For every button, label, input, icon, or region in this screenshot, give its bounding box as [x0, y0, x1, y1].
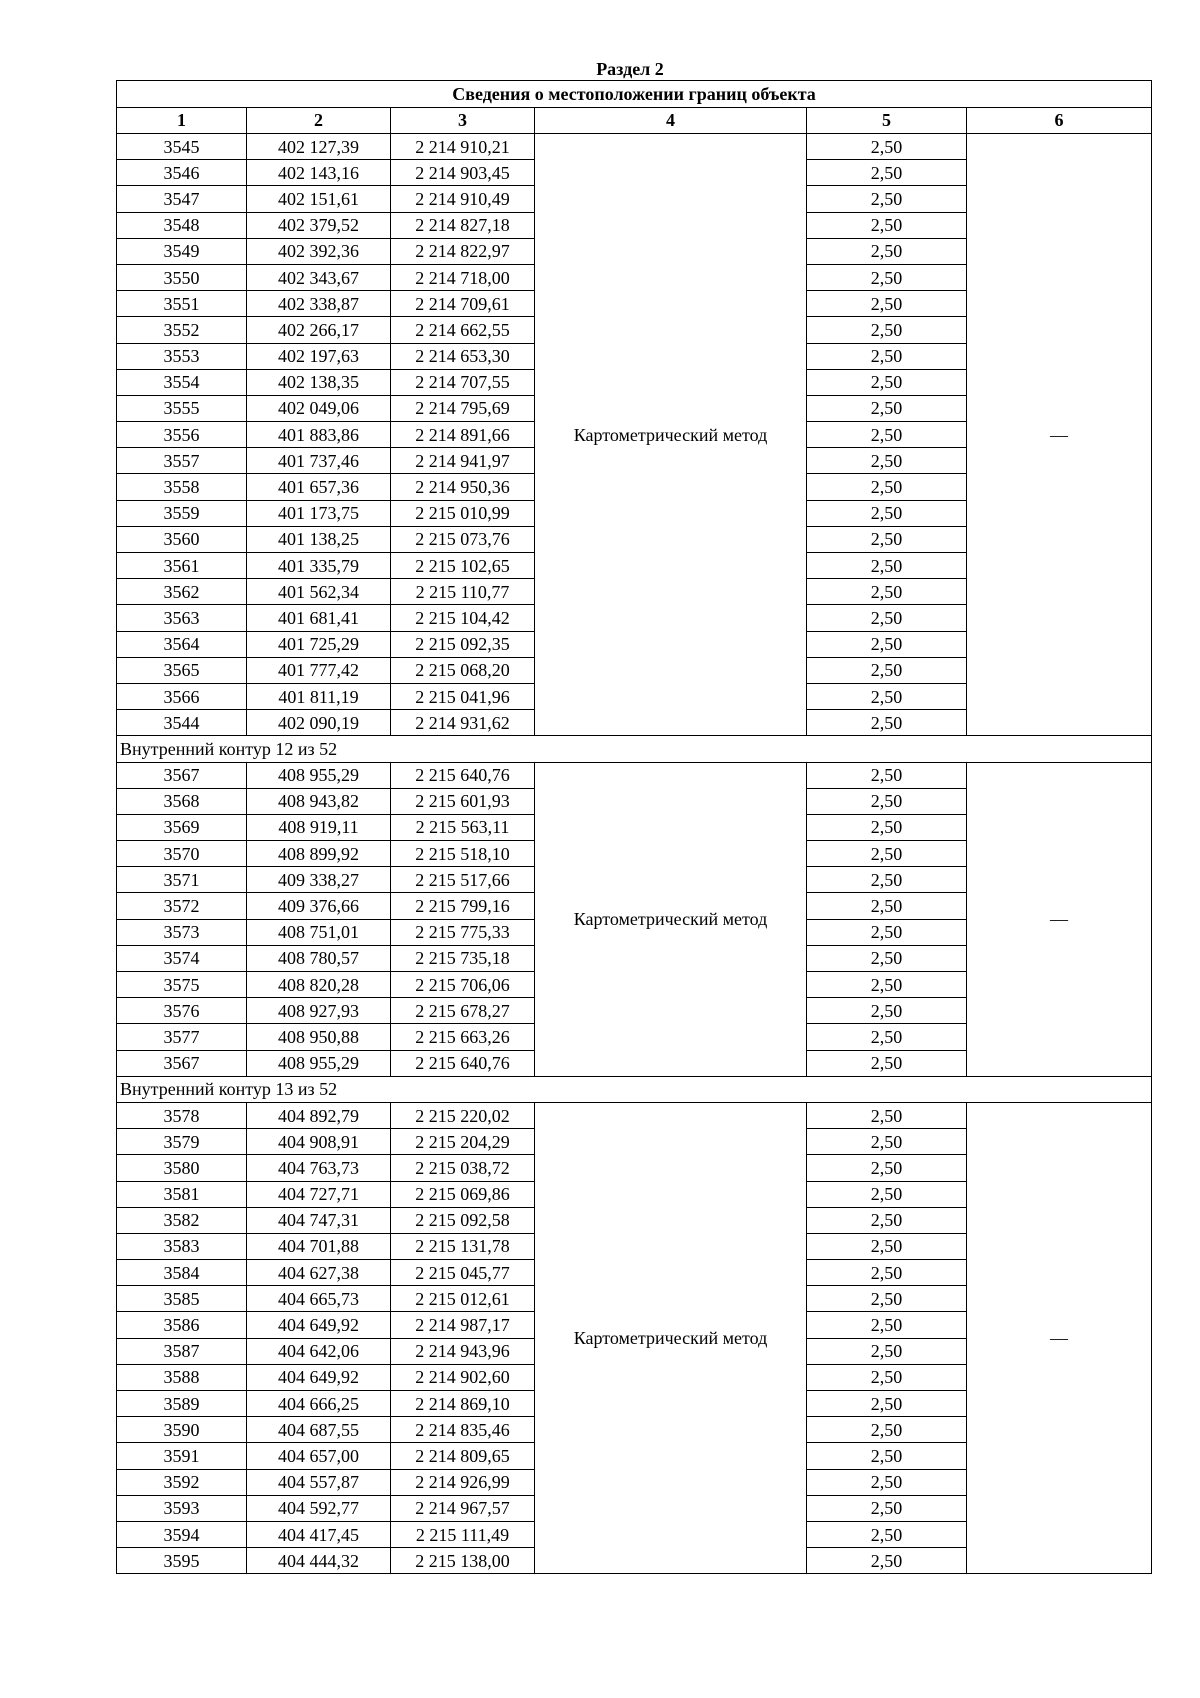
x-coordinate-cell: 408 927,93	[247, 998, 391, 1024]
point-number-cell: 3593	[117, 1495, 247, 1521]
accuracy-cell: 2,50	[807, 1260, 967, 1286]
x-coordinate-cell: 402 266,17	[247, 317, 391, 343]
y-coordinate-cell: 2 215 706,06	[391, 972, 535, 998]
point-number-cell: 3561	[117, 553, 247, 579]
point-number-cell: 3595	[117, 1548, 247, 1574]
accuracy-cell: 2,50	[807, 867, 967, 893]
y-coordinate-cell: 2 214 950,36	[391, 474, 535, 500]
y-coordinate-cell: 2 215 131,78	[391, 1233, 535, 1259]
accuracy-cell: 2,50	[807, 1443, 967, 1469]
point-number-cell: 3569	[117, 814, 247, 840]
x-coordinate-cell: 401 811,19	[247, 683, 391, 709]
x-coordinate-cell: 408 943,82	[247, 788, 391, 814]
y-coordinate-cell: 2 214 941,97	[391, 448, 535, 474]
x-coordinate-cell: 404 649,92	[247, 1312, 391, 1338]
accuracy-cell: 2,50	[807, 841, 967, 867]
accuracy-cell: 2,50	[807, 369, 967, 395]
accuracy-cell: 2,50	[807, 1495, 967, 1521]
column-header: 6	[967, 108, 1152, 134]
accuracy-cell: 2,50	[807, 998, 967, 1024]
x-coordinate-cell: 402 392,36	[247, 238, 391, 264]
point-number-cell: 3553	[117, 343, 247, 369]
x-coordinate-cell: 401 725,29	[247, 631, 391, 657]
y-coordinate-cell: 2 214 835,46	[391, 1417, 535, 1443]
accuracy-cell: 2,50	[807, 1286, 967, 1312]
x-coordinate-cell: 401 777,42	[247, 657, 391, 683]
point-number-cell: 3577	[117, 1024, 247, 1050]
x-coordinate-cell: 401 883,86	[247, 422, 391, 448]
x-coordinate-cell: 402 049,06	[247, 395, 391, 421]
point-number-cell: 3587	[117, 1338, 247, 1364]
section-title: Раздел 2	[596, 59, 664, 79]
y-coordinate-cell: 2 214 795,69	[391, 395, 535, 421]
accuracy-cell: 2,50	[807, 1312, 967, 1338]
accuracy-cell: 2,50	[807, 1181, 967, 1207]
method-cell: Картометрический метод	[535, 762, 807, 1076]
note-cell: —	[967, 134, 1152, 736]
contour-label: Внутренний контур 12 из 52	[117, 736, 1152, 762]
accuracy-cell: 2,50	[807, 1548, 967, 1574]
y-coordinate-cell: 2 215 102,65	[391, 553, 535, 579]
point-number-cell: 3567	[117, 762, 247, 788]
point-number-cell: 3549	[117, 238, 247, 264]
y-coordinate-cell: 2 215 010,99	[391, 500, 535, 526]
y-coordinate-cell: 2 215 012,61	[391, 1286, 535, 1312]
accuracy-cell: 2,50	[807, 553, 967, 579]
point-number-cell: 3578	[117, 1102, 247, 1128]
x-coordinate-cell: 404 444,32	[247, 1548, 391, 1574]
x-coordinate-cell: 402 138,35	[247, 369, 391, 395]
y-coordinate-cell: 2 214 869,10	[391, 1391, 535, 1417]
point-number-cell: 3560	[117, 526, 247, 552]
y-coordinate-cell: 2 214 926,99	[391, 1469, 535, 1495]
accuracy-cell: 2,50	[807, 264, 967, 290]
y-coordinate-cell: 2 215 799,16	[391, 893, 535, 919]
contour-header-row	[117, 1076, 1152, 1102]
accuracy-cell: 2,50	[807, 291, 967, 317]
x-coordinate-cell: 402 090,19	[247, 710, 391, 736]
x-coordinate-cell: 404 592,77	[247, 1495, 391, 1521]
y-coordinate-cell: 2 214 718,00	[391, 264, 535, 290]
point-number-cell: 3573	[117, 919, 247, 945]
accuracy-cell: 2,50	[807, 1050, 967, 1076]
point-number-cell: 3567	[117, 1050, 247, 1076]
point-number-cell: 3568	[117, 788, 247, 814]
accuracy-cell: 2,50	[807, 657, 967, 683]
x-coordinate-cell: 404 642,06	[247, 1338, 391, 1364]
y-coordinate-cell: 2 215 735,18	[391, 945, 535, 971]
point-number-cell: 3589	[117, 1391, 247, 1417]
point-number-cell: 3575	[117, 972, 247, 998]
x-coordinate-cell: 401 681,41	[247, 605, 391, 631]
point-number-cell: 3562	[117, 579, 247, 605]
method-cell: Картометрический метод	[535, 134, 807, 736]
y-coordinate-cell: 2 214 931,62	[391, 710, 535, 736]
x-coordinate-cell: 408 899,92	[247, 841, 391, 867]
y-coordinate-cell: 2 215 038,72	[391, 1155, 535, 1181]
point-number-cell: 3545	[117, 134, 247, 160]
y-coordinate-cell: 2 215 204,29	[391, 1129, 535, 1155]
accuracy-cell: 2,50	[807, 134, 967, 160]
y-coordinate-cell: 2 215 073,76	[391, 526, 535, 552]
accuracy-cell: 2,50	[807, 1129, 967, 1155]
y-coordinate-cell: 2 215 640,76	[391, 762, 535, 788]
point-number-cell: 3564	[117, 631, 247, 657]
point-number-cell: 3557	[117, 448, 247, 474]
accuracy-cell: 2,50	[807, 814, 967, 840]
x-coordinate-cell: 404 747,31	[247, 1207, 391, 1233]
accuracy-cell: 2,50	[807, 1155, 967, 1181]
point-number-cell: 3563	[117, 605, 247, 631]
column-header: 1	[117, 108, 247, 134]
y-coordinate-cell: 2 215 775,33	[391, 919, 535, 945]
point-number-cell: 3554	[117, 369, 247, 395]
point-number-cell: 3551	[117, 291, 247, 317]
accuracy-cell: 2,50	[807, 762, 967, 788]
point-number-cell: 3583	[117, 1233, 247, 1259]
point-number-cell: 3580	[117, 1155, 247, 1181]
x-coordinate-cell: 408 955,29	[247, 1050, 391, 1076]
x-coordinate-cell: 408 751,01	[247, 919, 391, 945]
x-coordinate-cell: 404 701,88	[247, 1233, 391, 1259]
accuracy-cell: 2,50	[807, 972, 967, 998]
y-coordinate-cell: 2 215 663,26	[391, 1024, 535, 1050]
accuracy-cell: 2,50	[807, 1521, 967, 1547]
point-number-cell: 3547	[117, 186, 247, 212]
accuracy-cell: 2,50	[807, 186, 967, 212]
x-coordinate-cell: 402 143,16	[247, 160, 391, 186]
accuracy-cell: 2,50	[807, 500, 967, 526]
boundary-coordinates-table	[116, 80, 1152, 1574]
y-coordinate-cell: 2 214 987,17	[391, 1312, 535, 1338]
x-coordinate-cell: 401 335,79	[247, 553, 391, 579]
y-coordinate-cell: 2 215 104,42	[391, 605, 535, 631]
accuracy-cell: 2,50	[807, 1417, 967, 1443]
x-coordinate-cell: 402 343,67	[247, 264, 391, 290]
point-number-cell: 3559	[117, 500, 247, 526]
accuracy-cell: 2,50	[807, 631, 967, 657]
table-row	[117, 1102, 1152, 1128]
x-coordinate-cell: 404 908,91	[247, 1129, 391, 1155]
accuracy-cell: 2,50	[807, 1207, 967, 1233]
point-number-cell: 3546	[117, 160, 247, 186]
point-number-cell: 3576	[117, 998, 247, 1024]
column-header: 2	[247, 108, 391, 134]
point-number-cell: 3552	[117, 317, 247, 343]
x-coordinate-cell: 404 666,25	[247, 1391, 391, 1417]
y-coordinate-cell: 2 214 707,55	[391, 369, 535, 395]
accuracy-cell: 2,50	[807, 474, 967, 500]
y-coordinate-cell: 2 215 220,02	[391, 1102, 535, 1128]
y-coordinate-cell: 2 214 809,65	[391, 1443, 535, 1469]
x-coordinate-cell: 402 379,52	[247, 212, 391, 238]
x-coordinate-cell: 404 727,71	[247, 1181, 391, 1207]
y-coordinate-cell: 2 214 943,96	[391, 1338, 535, 1364]
table-body	[117, 134, 1152, 1574]
y-coordinate-cell: 2 215 601,93	[391, 788, 535, 814]
y-coordinate-cell: 2 215 041,96	[391, 683, 535, 709]
x-coordinate-cell: 404 649,92	[247, 1364, 391, 1390]
table-caption: Сведения о местоположении границ объекта	[117, 81, 1152, 108]
x-coordinate-cell: 404 892,79	[247, 1102, 391, 1128]
point-number-cell: 3591	[117, 1443, 247, 1469]
x-coordinate-cell: 409 338,27	[247, 867, 391, 893]
x-coordinate-cell: 404 687,55	[247, 1417, 391, 1443]
point-number-cell: 3579	[117, 1129, 247, 1155]
accuracy-cell: 2,50	[807, 1391, 967, 1417]
point-number-cell: 3555	[117, 395, 247, 421]
point-number-cell: 3550	[117, 264, 247, 290]
y-coordinate-cell: 2 215 092,35	[391, 631, 535, 657]
point-number-cell: 3584	[117, 1260, 247, 1286]
point-number-cell: 3594	[117, 1521, 247, 1547]
point-number-cell: 3566	[117, 683, 247, 709]
x-coordinate-cell: 402 127,39	[247, 134, 391, 160]
y-coordinate-cell: 2 214 903,45	[391, 160, 535, 186]
y-coordinate-cell: 2 215 518,10	[391, 841, 535, 867]
accuracy-cell: 2,50	[807, 788, 967, 814]
x-coordinate-cell: 401 173,75	[247, 500, 391, 526]
accuracy-cell: 2,50	[807, 1469, 967, 1495]
x-coordinate-cell: 404 557,87	[247, 1469, 391, 1495]
table-row	[117, 762, 1152, 788]
point-number-cell: 3592	[117, 1469, 247, 1495]
x-coordinate-cell: 402 151,61	[247, 186, 391, 212]
y-coordinate-cell: 2 214 891,66	[391, 422, 535, 448]
accuracy-cell: 2,50	[807, 579, 967, 605]
y-coordinate-cell: 2 214 653,30	[391, 343, 535, 369]
y-coordinate-cell: 2 214 827,18	[391, 212, 535, 238]
accuracy-cell: 2,50	[807, 1102, 967, 1128]
accuracy-cell: 2,50	[807, 1024, 967, 1050]
method-cell: Картометрический метод	[535, 1102, 807, 1573]
contour-label: Внутренний контур 13 из 52	[117, 1076, 1152, 1102]
accuracy-cell: 2,50	[807, 945, 967, 971]
x-coordinate-cell: 408 919,11	[247, 814, 391, 840]
column-header: 5	[807, 108, 967, 134]
point-number-cell: 3581	[117, 1181, 247, 1207]
point-number-cell: 3572	[117, 893, 247, 919]
accuracy-cell: 2,50	[807, 212, 967, 238]
accuracy-cell: 2,50	[807, 160, 967, 186]
accuracy-cell: 2,50	[807, 526, 967, 552]
accuracy-cell: 2,50	[807, 1364, 967, 1390]
x-coordinate-cell: 408 950,88	[247, 1024, 391, 1050]
accuracy-cell: 2,50	[807, 710, 967, 736]
accuracy-cell: 2,50	[807, 605, 967, 631]
y-coordinate-cell: 2 215 110,77	[391, 579, 535, 605]
y-coordinate-cell: 2 215 640,76	[391, 1050, 535, 1076]
accuracy-cell: 2,50	[807, 395, 967, 421]
x-coordinate-cell: 404 657,00	[247, 1443, 391, 1469]
accuracy-cell: 2,50	[807, 683, 967, 709]
point-number-cell: 3588	[117, 1364, 247, 1390]
x-coordinate-cell: 404 763,73	[247, 1155, 391, 1181]
x-coordinate-cell: 408 955,29	[247, 762, 391, 788]
y-coordinate-cell: 2 215 069,86	[391, 1181, 535, 1207]
y-coordinate-cell: 2 214 662,55	[391, 317, 535, 343]
y-coordinate-cell: 2 214 910,49	[391, 186, 535, 212]
y-coordinate-cell: 2 215 138,00	[391, 1548, 535, 1574]
y-coordinate-cell: 2 214 709,61	[391, 291, 535, 317]
accuracy-cell: 2,50	[807, 238, 967, 264]
y-coordinate-cell: 2 215 563,11	[391, 814, 535, 840]
y-coordinate-cell: 2 215 678,27	[391, 998, 535, 1024]
x-coordinate-cell: 401 562,34	[247, 579, 391, 605]
point-number-cell: 3548	[117, 212, 247, 238]
point-number-cell: 3582	[117, 1207, 247, 1233]
point-number-cell: 3556	[117, 422, 247, 448]
note-cell: —	[967, 762, 1152, 1076]
y-coordinate-cell: 2 215 092,58	[391, 1207, 535, 1233]
contour-header-row	[117, 736, 1152, 762]
note-cell: —	[967, 1102, 1152, 1573]
y-coordinate-cell: 2 215 111,49	[391, 1521, 535, 1547]
y-coordinate-cell: 2 214 967,57	[391, 1495, 535, 1521]
y-coordinate-cell: 2 215 045,77	[391, 1260, 535, 1286]
accuracy-cell: 2,50	[807, 317, 967, 343]
accuracy-cell: 2,50	[807, 343, 967, 369]
y-coordinate-cell: 2 214 822,97	[391, 238, 535, 264]
point-number-cell: 3558	[117, 474, 247, 500]
x-coordinate-cell: 404 665,73	[247, 1286, 391, 1312]
x-coordinate-cell: 402 338,87	[247, 291, 391, 317]
point-number-cell: 3570	[117, 841, 247, 867]
accuracy-cell: 2,50	[807, 1233, 967, 1259]
y-coordinate-cell: 2 214 902,60	[391, 1364, 535, 1390]
y-coordinate-cell: 2 214 910,21	[391, 134, 535, 160]
accuracy-cell: 2,50	[807, 448, 967, 474]
accuracy-cell: 2,50	[807, 1338, 967, 1364]
point-number-cell: 3586	[117, 1312, 247, 1338]
x-coordinate-cell: 402 197,63	[247, 343, 391, 369]
point-number-cell: 3571	[117, 867, 247, 893]
accuracy-cell: 2,50	[807, 422, 967, 448]
x-coordinate-cell: 401 138,25	[247, 526, 391, 552]
y-coordinate-cell: 2 215 068,20	[391, 657, 535, 683]
x-coordinate-cell: 404 417,45	[247, 1521, 391, 1547]
column-header: 4	[535, 108, 807, 134]
x-coordinate-cell: 408 780,57	[247, 945, 391, 971]
point-number-cell: 3574	[117, 945, 247, 971]
x-coordinate-cell: 401 657,36	[247, 474, 391, 500]
point-number-cell: 3585	[117, 1286, 247, 1312]
table-row	[117, 134, 1152, 160]
y-coordinate-cell: 2 215 517,66	[391, 867, 535, 893]
column-header: 3	[391, 108, 535, 134]
x-coordinate-cell: 401 737,46	[247, 448, 391, 474]
x-coordinate-cell: 408 820,28	[247, 972, 391, 998]
accuracy-cell: 2,50	[807, 893, 967, 919]
point-number-cell: 3590	[117, 1417, 247, 1443]
x-coordinate-cell: 409 376,66	[247, 893, 391, 919]
point-number-cell: 3565	[117, 657, 247, 683]
x-coordinate-cell: 404 627,38	[247, 1260, 391, 1286]
accuracy-cell: 2,50	[807, 919, 967, 945]
point-number-cell: 3544	[117, 710, 247, 736]
